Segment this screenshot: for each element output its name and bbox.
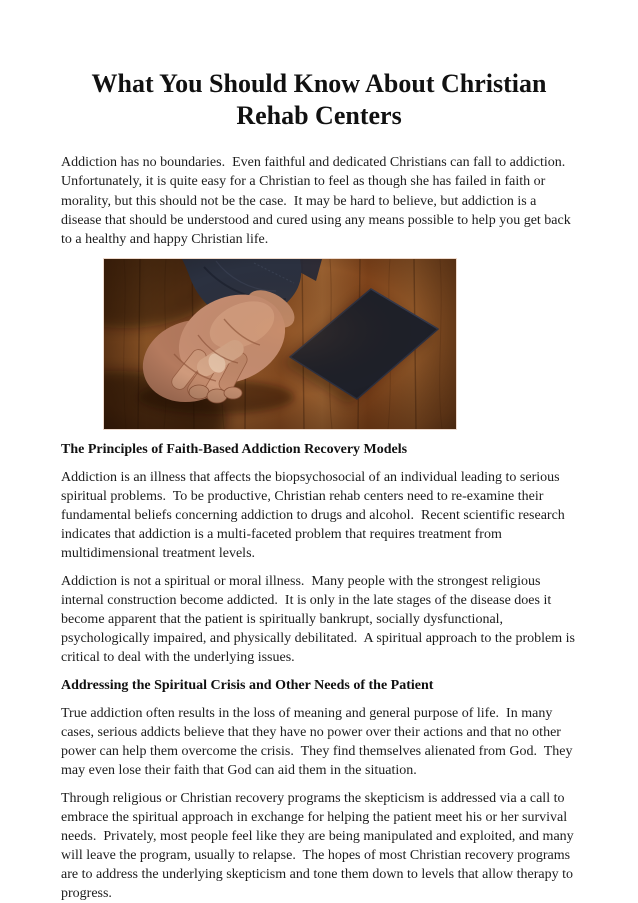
photo-vignette	[104, 259, 456, 429]
principles-paragraph-1: Addiction is an illness that affects the biopsychosocial of an individual leading to serious spiritual problems. To be productive, Christian rehab centers need to re-examine their fundamental beliefs concerning addiction to drugs and alcohol. Recent scientific research indicates that addiction is a multi-faceted problem that requires treatment from multidimensional treatment levels.	[61, 469, 569, 561]
praying-hands-photo	[103, 258, 457, 430]
section-heading-principles: The Principles of Faith-Based Addiction Recovery Models	[61, 441, 408, 457]
page-title: What You Should Know About Christian Rehab Centers	[91, 69, 547, 130]
section-heading-addressing: Addressing the Spiritual Crisis and Other Needs of the Patient	[61, 677, 434, 693]
addressing-paragraph-1: True addiction often results in the loss of meaning and general purpose of life. In many cases, serious addicts believe that they have no power over their actions and that no other power can help them overcome the crisis. They find themselves alienated from God. They may even lose their faith that God can aid them in the situation.	[61, 705, 576, 779]
praying-hands-photo-illustration	[104, 259, 456, 429]
addressing-paragraph-2: Through religious or Christian recovery programs the skepticism is addressed via a call to embrace the spiritual approach in exchange for helping the patient meet his or her survival needs. Privately, most people feel like they are being manipulated and exploited, and many will leave the program, usually to relapse. The hopes of most Christian recovery programs are to address the underlying skepticism and tone them down to levels that allow therapy to progress.	[61, 791, 578, 902]
principles-paragraph-2: Addiction is not a spiritual or moral illness. Many people with the strongest religious internal construction become addicted. It is only in the late stages of the disease does it become apparent that the patient is spiritually bankrupt, socially dysfunctional, psychologically impaired, and physically debilitated. A spiritual approach to the problem is critical to deal with the underlying issues.	[61, 573, 579, 665]
intro-paragraph: Addiction has no boundaries. Even faithful and dedicated Christians can fall to addiction. Unfortunately, it is quite easy for a Christian to feel as though she has failed in faith or morality, but this should not be the case. It may be hard to believe, but addiction is a disease that should be understood and cured using any means possible to help you get back to a healthy and happy Christian life.	[61, 155, 575, 247]
